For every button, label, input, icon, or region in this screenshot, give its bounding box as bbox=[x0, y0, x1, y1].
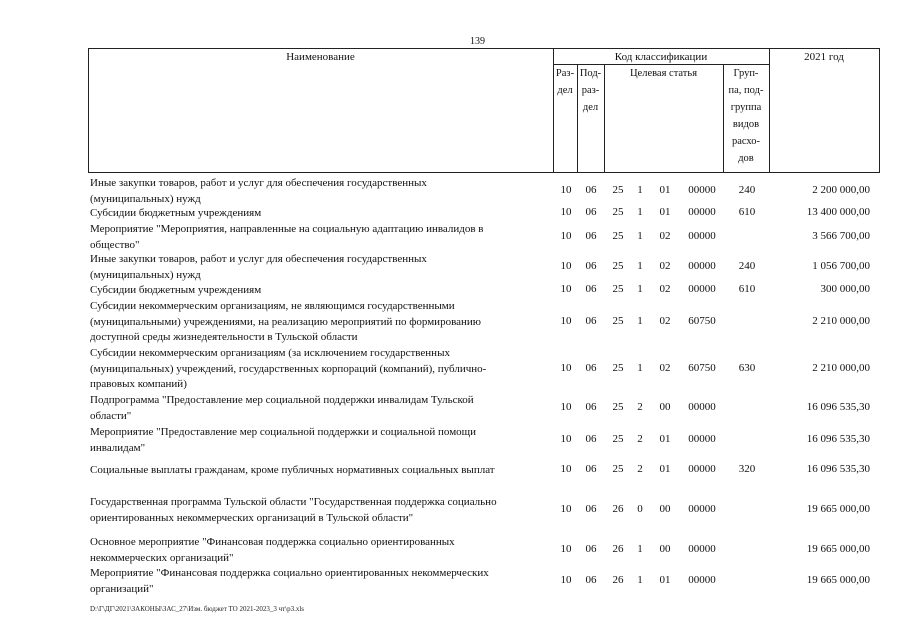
cell-t3: 01 bbox=[659, 463, 671, 476]
cell-razdel: 10 bbox=[560, 503, 572, 515]
cell-razdel: 10 bbox=[560, 543, 572, 555]
header-code-group: Код классификации bbox=[614, 51, 708, 63]
header-bottom-border bbox=[88, 172, 880, 173]
cell-razdel: 10 bbox=[560, 361, 572, 374]
cell-vid: 240 bbox=[738, 260, 756, 272]
cell-amount: 1 056 700,00 bbox=[812, 260, 870, 272]
table-row bbox=[0, 299, 905, 346]
cell-t1: 25 bbox=[612, 230, 624, 242]
cell-amount: 19 665 000,00 bbox=[806, 543, 870, 555]
cell-amount: 16 096 535,30 bbox=[806, 433, 870, 445]
table-row bbox=[0, 176, 905, 207]
cell-t4: 00000 bbox=[688, 574, 716, 586]
row-name: Мероприятие "Предоставление мер социальной поддержки и социальной помощи инвалидам" bbox=[90, 426, 477, 454]
table-row bbox=[0, 566, 905, 597]
cell-vid: 320 bbox=[738, 463, 756, 476]
page-number: 139 bbox=[470, 36, 485, 47]
cell-t1: 25 bbox=[612, 314, 624, 327]
row-name: Иные закупки товаров, работ и услуг для обеспечения государственных (муниципальных) нужд bbox=[90, 253, 427, 281]
cell-razdel: 10 bbox=[560, 206, 572, 219]
cell-t1: 25 bbox=[612, 184, 624, 196]
cell-razdel: 10 bbox=[560, 574, 572, 586]
cell-t4: 60750 bbox=[688, 314, 716, 327]
cell-podrazdel: 06 bbox=[585, 543, 597, 555]
cell-t4: 00000 bbox=[688, 463, 716, 476]
table-row bbox=[0, 463, 905, 479]
cell-podrazdel: 06 bbox=[585, 283, 597, 296]
cell-t4: 00000 bbox=[688, 433, 716, 445]
cell-t1: 25 bbox=[612, 361, 624, 374]
cell-t4: 00000 bbox=[688, 230, 716, 242]
header-razdel: Раз- дел bbox=[555, 68, 575, 96]
cell-amount: 2 210 000,00 bbox=[812, 314, 870, 327]
cell-t2: 1 bbox=[637, 283, 643, 296]
cell-t4: 00000 bbox=[688, 543, 716, 555]
row-name: Иные закупки товаров, работ и услуг для обеспечения государственных (муниципальных) нужд bbox=[90, 177, 427, 205]
cell-t4: 60750 bbox=[688, 361, 716, 374]
table-row bbox=[0, 346, 905, 393]
cell-amount: 300 000,00 bbox=[820, 283, 870, 296]
cell-t1: 25 bbox=[612, 260, 624, 272]
cell-podrazdel: 06 bbox=[585, 361, 597, 374]
cell-t2: 1 bbox=[637, 314, 643, 327]
header-year: 2021 год bbox=[804, 51, 844, 63]
row-name: Социальные выплаты гражданам, кроме публичных нормативных социальных выплат bbox=[90, 464, 495, 476]
cell-t4: 00000 bbox=[688, 184, 716, 196]
cell-amount: 19 665 000,00 bbox=[806, 574, 870, 586]
cell-vid: 610 bbox=[738, 283, 756, 296]
cell-t1: 26 bbox=[612, 503, 624, 515]
cell-razdel: 10 bbox=[560, 401, 572, 413]
cell-vid: 240 bbox=[738, 184, 756, 196]
cell-t2: 1 bbox=[637, 230, 643, 242]
table-row bbox=[0, 222, 905, 253]
cell-t1: 25 bbox=[612, 283, 624, 296]
row-name: Субсидии некоммерческим организациям (за исключением государственных (муниципальных) учреждений, государственных корпораций (компаний), публично- правовых компаний) bbox=[90, 347, 487, 390]
cell-t2: 1 bbox=[637, 184, 643, 196]
cell-vid: 610 bbox=[738, 206, 756, 219]
cell-t2: 2 bbox=[637, 401, 643, 413]
cell-amount: 2 200 000,00 bbox=[812, 184, 870, 196]
cell-t2: 1 bbox=[637, 543, 643, 555]
header-vline-left bbox=[88, 48, 89, 173]
cell-vid: 630 bbox=[738, 361, 756, 374]
cell-t3: 00 bbox=[659, 401, 671, 413]
cell-podrazdel: 06 bbox=[585, 206, 597, 219]
cell-razdel: 10 bbox=[560, 184, 572, 196]
cell-t4: 00000 bbox=[688, 260, 716, 272]
header-vid: Груп- па, под- группа видов расхо- дов bbox=[728, 68, 764, 164]
cell-razdel: 10 bbox=[560, 433, 572, 445]
cell-t1: 25 bbox=[612, 401, 624, 413]
cell-t2: 2 bbox=[637, 463, 643, 476]
row-name: Основное мероприятие "Финансовая поддержка социально ориентированных некоммерческих организаций" bbox=[90, 536, 455, 564]
cell-amount: 16 096 535,30 bbox=[806, 401, 870, 413]
cell-podrazdel: 06 bbox=[585, 463, 597, 476]
header-name: Наименование bbox=[286, 51, 355, 63]
row-name: Субсидии бюджетным учреждениям bbox=[90, 284, 262, 296]
cell-t4: 00000 bbox=[688, 503, 716, 515]
cell-t3: 01 bbox=[659, 184, 671, 196]
cell-podrazdel: 06 bbox=[585, 433, 597, 445]
cell-t2: 1 bbox=[637, 574, 643, 586]
cell-t4: 00000 bbox=[688, 401, 716, 413]
table-row bbox=[0, 535, 905, 566]
cell-t3: 02 bbox=[659, 314, 671, 327]
cell-amount: 3 566 700,00 bbox=[812, 230, 870, 242]
cell-podrazdel: 06 bbox=[585, 574, 597, 586]
cell-razdel: 10 bbox=[560, 463, 572, 476]
row-name: Подпрограмма "Предоставление мер социальной поддержки инвалидам Тульской области" bbox=[90, 394, 474, 422]
cell-podrazdel: 06 bbox=[585, 230, 597, 242]
cell-t3: 01 bbox=[659, 433, 671, 445]
table-row bbox=[0, 393, 905, 424]
cell-amount: 13 400 000,00 bbox=[806, 206, 870, 219]
cell-podrazdel: 06 bbox=[585, 503, 597, 515]
cell-t3: 02 bbox=[659, 230, 671, 242]
cell-t3: 01 bbox=[659, 206, 671, 219]
cell-t3: 00 bbox=[659, 503, 671, 515]
cell-razdel: 10 bbox=[560, 283, 572, 296]
table-row bbox=[0, 495, 905, 526]
table-row bbox=[0, 283, 905, 299]
cell-t1: 26 bbox=[612, 543, 624, 555]
cell-amount: 16 096 535,30 bbox=[806, 463, 870, 476]
row-name: Субсидии некоммерческим организациям, не являющимся государственными (муниципальными) учреждениями, на реализацию мероприятий по формированию доступной среды жизнедеятельности в Тульской области bbox=[90, 300, 481, 343]
row-name: Мероприятие "Финансовая поддержка социально ориентированных некоммерческих организаций" bbox=[90, 567, 489, 595]
cell-podrazdel: 06 bbox=[585, 260, 597, 272]
cell-t2: 1 bbox=[637, 260, 643, 272]
file-path-footer: D:\Г\ДГ\2021\ЗАКОНЫ\ЗАС_27\Изм. бюджет ТО 2021-2023_3 чт\р3.xls bbox=[90, 605, 305, 613]
cell-razdel: 10 bbox=[560, 230, 572, 242]
table-row bbox=[0, 206, 905, 222]
cell-razdel: 10 bbox=[560, 314, 572, 327]
table-row bbox=[0, 252, 905, 283]
header-podrazdel: Под- раз- дел bbox=[579, 68, 602, 113]
cell-t1: 26 bbox=[612, 574, 624, 586]
table-row bbox=[0, 425, 905, 456]
cell-t2: 1 bbox=[637, 361, 643, 374]
cell-t4: 00000 bbox=[688, 206, 716, 219]
cell-t2: 2 bbox=[637, 433, 643, 445]
row-name: Мероприятие "Мероприятия, направленные на социальную адаптацию инвалидов в общество" bbox=[90, 223, 484, 251]
header-vline-right bbox=[879, 48, 880, 173]
row-name: Государственная программа Тульской области "Государственная поддержка социально ориентированных некоммерческих организаций в Тульской области" bbox=[90, 496, 497, 524]
cell-podrazdel: 06 bbox=[585, 401, 597, 413]
cell-t1: 25 bbox=[612, 463, 624, 476]
cell-t3: 02 bbox=[659, 260, 671, 272]
cell-amount: 2 210 000,00 bbox=[812, 361, 870, 374]
cell-t1: 25 bbox=[612, 433, 624, 445]
header-top-border bbox=[88, 48, 880, 49]
cell-t3: 02 bbox=[659, 283, 671, 296]
cell-t1: 25 bbox=[612, 206, 624, 219]
cell-t3: 02 bbox=[659, 361, 671, 374]
cell-t2: 0 bbox=[637, 503, 643, 515]
row-name: Субсидии бюджетным учреждениям bbox=[90, 207, 262, 219]
cell-amount: 19 665 000,00 bbox=[806, 503, 870, 515]
header-target: Целевая статья bbox=[629, 68, 698, 79]
cell-razdel: 10 bbox=[560, 260, 572, 272]
cell-t3: 01 bbox=[659, 574, 671, 586]
cell-t4: 00000 bbox=[688, 283, 716, 296]
cell-podrazdel: 06 bbox=[585, 184, 597, 196]
header-vline-code bbox=[769, 48, 770, 173]
cell-t2: 1 bbox=[637, 206, 643, 219]
cell-t3: 00 bbox=[659, 543, 671, 555]
cell-podrazdel: 06 bbox=[585, 314, 597, 327]
